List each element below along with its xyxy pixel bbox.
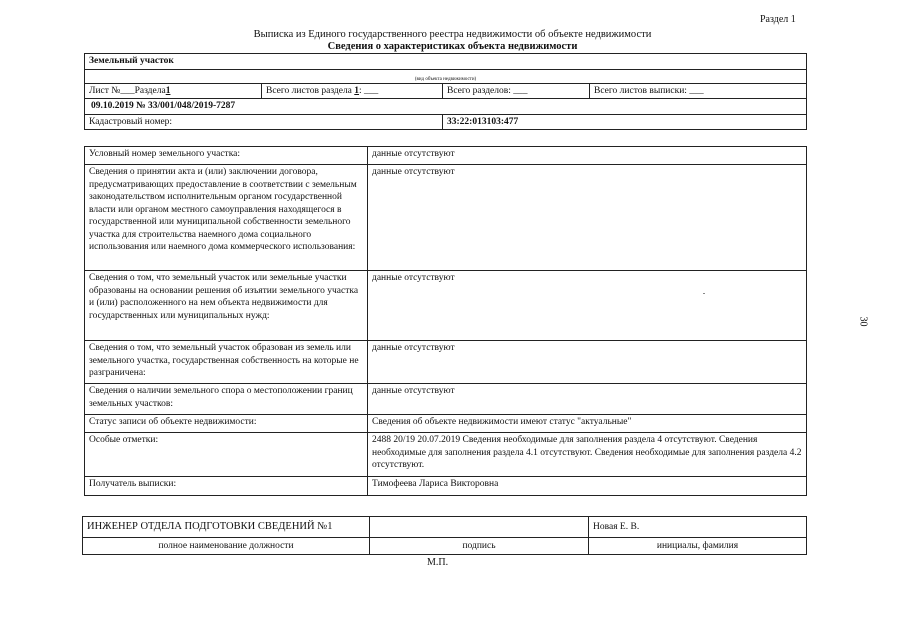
official-name: Новая Е. В. xyxy=(589,517,807,538)
sheet-number-cell xyxy=(85,83,262,99)
sheet-section-value: 1 xyxy=(165,85,171,96)
row-value: Сведения об объекте недвижимости имеют статус "актуальные" xyxy=(368,415,807,433)
row-value: данные отсутствуют xyxy=(368,147,807,165)
official-position: ИНЖЕНЕР ОТДЕЛА ПОДГОТОВКИ СВЕДЕНИЙ №1 xyxy=(83,517,370,538)
header-table xyxy=(84,53,807,130)
position-caption: полное наименование должности xyxy=(83,538,370,555)
row-label: Условный номер земельного участка: xyxy=(85,147,368,165)
date-number: 09.10.2019 № 33/001/048/2019-7287 xyxy=(85,99,807,115)
sheet-number-label: Лист №___Раздела xyxy=(89,85,166,96)
row-label: Сведения о наличии земельного спора о местоположении границ земельных участков: xyxy=(85,384,368,415)
row-value: данные отсутствуют xyxy=(368,271,807,341)
document-title: Выписка из Единого государственного реестра недвижимости об объекте недвижимости xyxy=(253,29,652,40)
row-value: 2488 20/19 20.07.2019 Сведения необходимые для заполнения раздела 4 отсутствуют. Сведения необходимые для заполнения раздела 4.1 отсутствуют. Сведения необходимые для заполнения раздела 4.2 отсутствуют. xyxy=(368,433,807,477)
signature-field xyxy=(370,517,589,538)
total-sheets: Всего листов выписки: ___ xyxy=(590,83,807,99)
row-label: Получатель выписки: xyxy=(85,477,368,496)
signature-caption: подпись xyxy=(370,538,589,555)
row-label: Особые отметки: xyxy=(85,433,368,477)
row-value: данные отсутствуют xyxy=(368,165,807,271)
sheets-in-section-cell xyxy=(262,83,443,99)
page-number: 30 xyxy=(857,316,869,327)
row-value: данные отсутствуют xyxy=(368,341,807,384)
characteristics-table xyxy=(84,146,807,496)
section-label: Раздел 1 xyxy=(760,14,796,25)
row-label: Сведения о том, что земельный участок или земельные участки образованы на основании решения об изъятии земельного участка и (или) расположенного на нем объекта недвижимости для государственных или муниципальных нужд: xyxy=(85,271,368,341)
document-subtitle: Сведения о характеристиках объекта недвижимости xyxy=(327,41,578,52)
scan-dot xyxy=(703,293,705,294)
row-value: данные отсутствуют xyxy=(368,384,807,415)
cadastral-label: Кадастровый номер: xyxy=(85,114,443,130)
object-type-caption: (вид объекта недвижимости) xyxy=(85,69,807,83)
sheets-in-section-label: Всего листов раздела xyxy=(266,85,352,96)
total-sections: Всего разделов: ___ xyxy=(443,83,590,99)
row-value: Тимофеева Лариса Викторовна xyxy=(368,477,807,496)
stamp-place: М.П. xyxy=(427,557,449,568)
name-caption: инициалы, фамилия xyxy=(589,538,807,555)
cadastral-number: 33:22:013103:477 xyxy=(443,114,807,130)
sheets-in-section-suffix: : ___ xyxy=(359,85,379,96)
sheets-in-section-value: 1 xyxy=(354,85,360,96)
row-label: Сведения о принятии акта и (или) заключении договора, предусматривающих предоставление в соответствии с земельным законодательством исполнительным органом государственной власти или органом местного самоуправления находящегося в государственной или муниципальной собственности земельного участка для строительства наемного дома социального использования или наемного дома коммерческого использования: xyxy=(85,165,368,271)
object-type: Земельный участок xyxy=(85,54,807,70)
signature-table xyxy=(82,516,807,555)
row-label: Статус записи об объекте недвижимости: xyxy=(85,415,368,433)
row-label: Сведения о том, что земельный участок образован из земель или земельного участка, государственная собственность на которые не разграничена: xyxy=(85,341,368,384)
